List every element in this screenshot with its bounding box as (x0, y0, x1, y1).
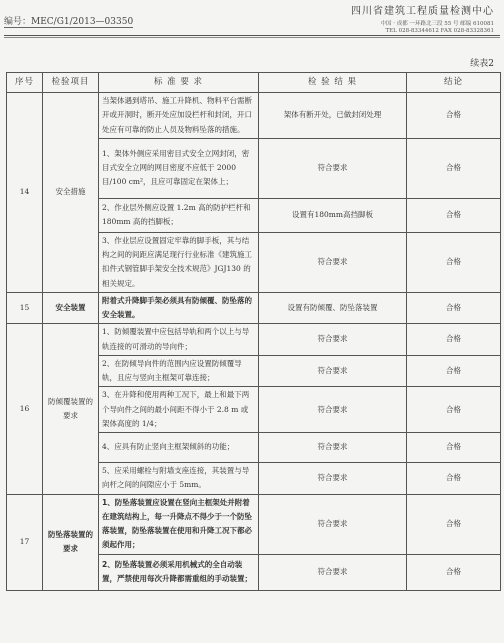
cell-item: 安全措施 (43, 93, 99, 293)
table-row (7, 494, 501, 554)
cell-result: 符合要求 (259, 463, 407, 495)
inspection-table (6, 72, 501, 591)
table-row (7, 324, 501, 356)
cell-conclusion: 合格 (407, 324, 501, 356)
org-header (351, 2, 494, 34)
cell-conclusion: 合格 (407, 138, 501, 198)
org-address: 中国 · 成都 一环路北三段 55 号 邮编 610081 (380, 21, 494, 27)
cell-conclusion: 合格 (407, 232, 501, 292)
cell-result: 符合要求 (259, 387, 407, 433)
cell-requirement: 附着式升降脚手架必须具有防倾覆、防坠落的安全装置。 (99, 292, 259, 324)
cell-result: 符合要求 (259, 324, 407, 356)
cell-requirement: 当架体遇到塔吊、施工升降机、物料平台需断开或开洞时，断开处应加设栏杆和封闭，开口处应有可靠的防止人员及物料坠落的措施。 (99, 93, 259, 139)
cell-result: 设置有防倾覆、防坠落装置 (259, 292, 407, 324)
cell-requirement: 5、应采用螺栓与附墙支座连接，其装置与导向杆之间的间隙应小于 5mm。 (99, 463, 259, 495)
cell-result: 符合要求 (259, 232, 407, 292)
header-item: 检验项目 (43, 73, 99, 93)
cell-conclusion: 合格 (407, 387, 501, 433)
header-result: 检 验 结 果 (259, 73, 407, 93)
table-header-row (7, 73, 501, 93)
cell-result: 架体有断开处，已做封闭处理 (259, 93, 407, 139)
table-row (7, 93, 501, 139)
cell-requirement: 1、防倾覆装置中应包括导轨和两个以上与导轨连接的可滑动的导向件； (99, 324, 259, 356)
cell-no: 16 (7, 324, 43, 494)
header-conclusion: 结论 (407, 73, 501, 93)
header-no: 序号 (7, 73, 43, 93)
cell-item: 防坠落装置的要求 (43, 494, 99, 590)
cell-result: 符合要求 (259, 138, 407, 198)
cell-conclusion: 合格 (407, 292, 501, 324)
cell-result: 符合要求 (259, 554, 407, 590)
cell-conclusion: 合格 (407, 554, 501, 590)
header-rule-secondary (4, 37, 500, 38)
cell-result: 符合要求 (259, 355, 407, 387)
cell-conclusion: 合格 (407, 93, 501, 139)
cell-requirement: 4、应具有防止竖向主框架倾斜的功能； (99, 433, 259, 463)
cell-conclusion: 合格 (407, 463, 501, 495)
table-row (7, 292, 501, 324)
cell-result: 符合要求 (259, 494, 407, 554)
cell-item: 安全装置 (43, 292, 99, 324)
cell-result: 设置有180mm高挡脚板 (259, 198, 407, 232)
cell-no: 14 (7, 93, 43, 293)
cell-conclusion: 合格 (407, 433, 501, 463)
cell-requirement: 3、作业层应设置固定牢靠的脚手板，其与结构之间的间距应满足现行行业标准《建筑施工扣件式钢管脚手架安全技术规范》JGJ130 的相关规定。 (99, 232, 259, 292)
header-rule (4, 35, 500, 36)
cell-no: 17 (7, 494, 43, 590)
cell-requirement: 2、防坠落装置必须采用机械式的全自动装置，严禁使用每次升降都需重组的手动装置； (99, 554, 259, 590)
cell-conclusion: 合格 (407, 355, 501, 387)
cell-requirement: 2、作业层外侧应设置 1.2m 高的防护栏杆和 180mm 高的挡脚板； (99, 198, 259, 232)
cell-conclusion: 合格 (407, 494, 501, 554)
cell-requirement: 2、在防倾导向件的范围内应设置防倾覆导轨，且应与竖向主框架可靠连接； (99, 355, 259, 387)
cell-requirement: 1、架体外侧应采用密目式安全立网封闭，密目式安全立网的网目密度不应低于 2000 目/100 cm²，且应可靠固定在架体上； (99, 138, 259, 198)
cell-item: 防倾覆装置的要求 (43, 324, 99, 494)
cell-no: 15 (7, 292, 43, 324)
cell-requirement: 1、防坠落装置应设置在竖向主框架处并附着在建筑结构上，每一升降点不得少于一个防坠落装置，防坠落装置在使用和升降工况下都必须起作用； (99, 494, 259, 554)
header-requirement: 标 准 要 求 (99, 73, 259, 93)
cell-conclusion: 合格 (407, 198, 501, 232)
cell-requirement: 3、在升降和使用两种工况下，最上和最下两个导向件之间的最小间距不得小于 2.8 m 或架体高度的 1/4； (99, 387, 259, 433)
document-number: 编号：MEC/G1/2013—03350 (4, 14, 133, 28)
cell-result: 符合要求 (259, 433, 407, 463)
org-contact: TEL 028-83344612 FAX 028-83328361 (385, 28, 494, 34)
org-name: 四川省建筑工程质量检测中心 (351, 6, 494, 17)
continued-label: 续表2 (470, 59, 494, 69)
